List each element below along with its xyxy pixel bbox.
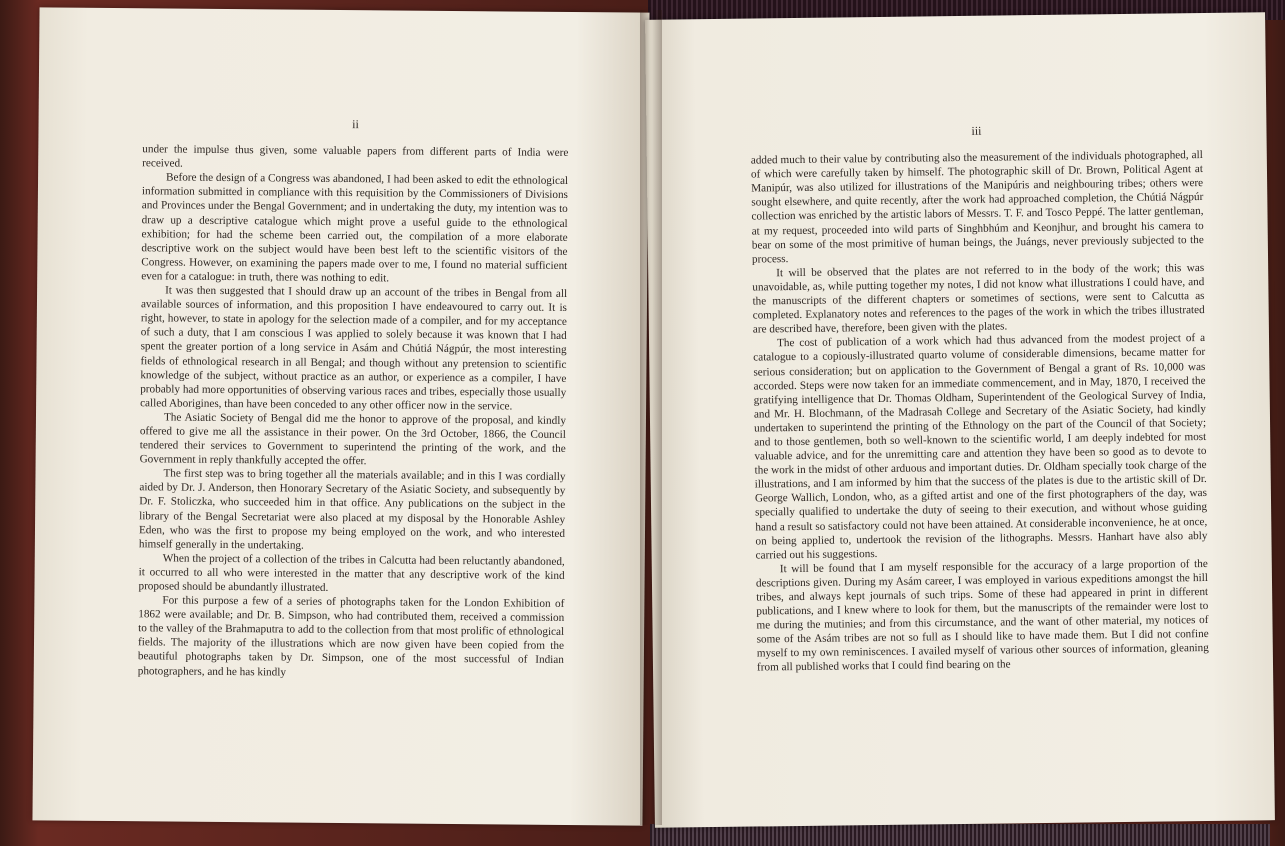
right-paragraph: It will be found that I am myself responsible for the accuracy of a large proportion of the descriptions given. During my Asám career, I was employed in various expeditions amongst the hill tribes, and always kept journals of such trips. Some of these had appeared in print in different publications, and I knew where to look for them, but the manuscripts of the remainder were lost to me during the mutinies; and from this circumstance, and the want of other material, my notices of some of the Asám tribes are not so full as I should like to have made them. But I did not confine myself to my own reminiscences. I availed myself of various other sources of information, gleaning from all published works that I could find bearing on the <box>755 557 1209 674</box>
page-edges-bottom <box>650 824 1270 846</box>
left-paragraph: Before the design of a Congress was abandoned, I had been asked to edit the ethnological information submitted in compliance with this requisition by the Commissioners of Divisions and Provinces under the Bengal Government; and in undertaking the duty, my intention was to draw up a descriptive catalogue which might prove a useful guide to the ethnological exhibition; for had the scheme been carried out, the compilation of a more elaborate descriptive work on the subject would have been best left to the scientific visitors of the Congress. However, on examining the papers made over to me, I found no material sufficient even for a catalogue: in truth, there was nothing to edit. <box>141 171 569 285</box>
left-paragraph: For this purpose a few of a series of photographs taken for the London Exhibition of 1862 were available; and Dr. B. Simpson, who had contributed them, received a commission to the valley of the Brahmaputra to add to the collection from that most prolific of ethnological fields. The majority of the illustrations which are now given have been copied from the beautiful photographs taken by Dr. Simpson, one of the most successful of Indian photographers, and he has kindly <box>137 594 565 679</box>
left-page <box>32 7 649 825</box>
left-paragraph: under the impulse thus given, some valuable papers from different parts of India were received. <box>142 143 569 170</box>
left-page-number: ii <box>352 117 359 132</box>
left-paragraph: The first step was to bring together all the materials available; and in this I was cordially aided by Dr. J. Anderson, then Honorary Secretary of the Asiatic Society, and subsequently by Dr. F. Stoliczka, who succeeded him in that office. Any publications on the subject in the library of the Bengal Secretariat were also placed at my disposal by the Honorable Ashley Eden, who was the first to propose my being employed on the work, and who interested himself generally in the undertaking. <box>138 467 566 552</box>
right-page <box>645 12 1275 828</box>
right-paragraph: The cost of publication of a work which had thus advanced from the modest project of a catalogue to a copiously-illustrated quarto volume of considerable dimensions, became matter for serious consideration; but on application to the Government of Bengal a grant of Rs. 10,000 was accorded. Steps were now taken for an immediate commencement, and in May, 1870, I received the gratifying intelligence that Dr. Thomas Oldham, Superintendent of the Geological Survey of India, and Mr. H. Blochmann, of the Madrasah College and Secretary of the Asiatic Society, had kindly undertaken to superintend the printing of the Ethnology on the part of the Council of that Society; and to those gentlemen, both so well-known to the scientific world, I am deeply indebted for most valuable advice, and for the unremitting care and attention they have been so good as to devote to the work in the midst of other arduous and important duties. Dr. Oldham specially took charge of the illustrations, and I am informed by him that the success of the plates is due to the artistic skill of Dr. George Wallich, London, who, as a gifted artist and one of the first photographers of the day, was specially qualified to undertake the duty of seeing to their execution, and without whose guiding hand a result so satisfactory could not have been attained. At considerable inconvenience, he at once, on being applied to, undertook the revision of the lithographs. Messrs. Hanhart have also ably carried out his suggestions. <box>753 332 1208 562</box>
right-paragraph: It will be observed that the plates are not referred to in the body of the work; this was unavoidable, as, while putting together my notes, I did not know what illustrations I could have, and the manuscripts of the different chapters or sometimes of sections, were sent to Calcutta as completed. Explanatory notes and references to the pages of the work in which the tribes illustrated are described have, therefore, been given with the plates. <box>752 261 1205 336</box>
book-gutter <box>640 10 662 825</box>
right-page-number: iii <box>971 123 982 138</box>
left-paragraph: The Asiatic Society of Bengal did me the honor to approve of the proposal, and kindly offered to give me all the assistance in their power. On the 3rd October, 1866, the Council tendered their services to Government to superintend the printing of the work, and the Government in reply thankfully accepted the offer. <box>139 411 567 468</box>
right-paragraph: added much to their value by contributing also the measurement of the individuals photographed, all of which were carefully taken by himself. The photographic skill of Dr. Brown, Political Agent at Manipúr, was also utilized for illustrations of the Manipúris and neighbouring tribes; others were sought elsewhere, and quite recently, after the work had approached completion, the Chútiá Nágpúr collection was enriched by the artistic labors of Messrs. T. F. and Tosco Peppé. The latter gentleman, at my request, proceeded into wild parts of Singhbhúm and Keonjhur, and brought his camera to bear on some of the most primitive of human beings, the Juángs, never previously subjected to the process. <box>750 149 1204 266</box>
left-paragraph: When the project of a collection of the tribes in Calcutta had been reluctantly abandoned, it occurred to all who were interested in the matter that any descriptive work of the kind proposed should be abundantly illustrated. <box>138 552 565 594</box>
left-paragraph: It was then suggested that I should draw up an account of the tribes in Bengal from all available sources of information, and this proposition I have endeavoured to carry out. It is right, however, to state in apology for the selection made of a compiler, and for my acceptance of such a duty, that I am conscious I was applied to solely because it was known that I had spent the greater portion of a long service in Asám and Chútiá Nágpúr, the most interesting fields of ethnological research in all Bengal; and though without any pretension to scientific knowledge of the subject, without practice as an author, or experience as a compiler, I have probably had more opportunities of observing various races and tribes, especially those usually called Aborigines, than have been conceded to any other officer now in the service. <box>140 284 568 413</box>
